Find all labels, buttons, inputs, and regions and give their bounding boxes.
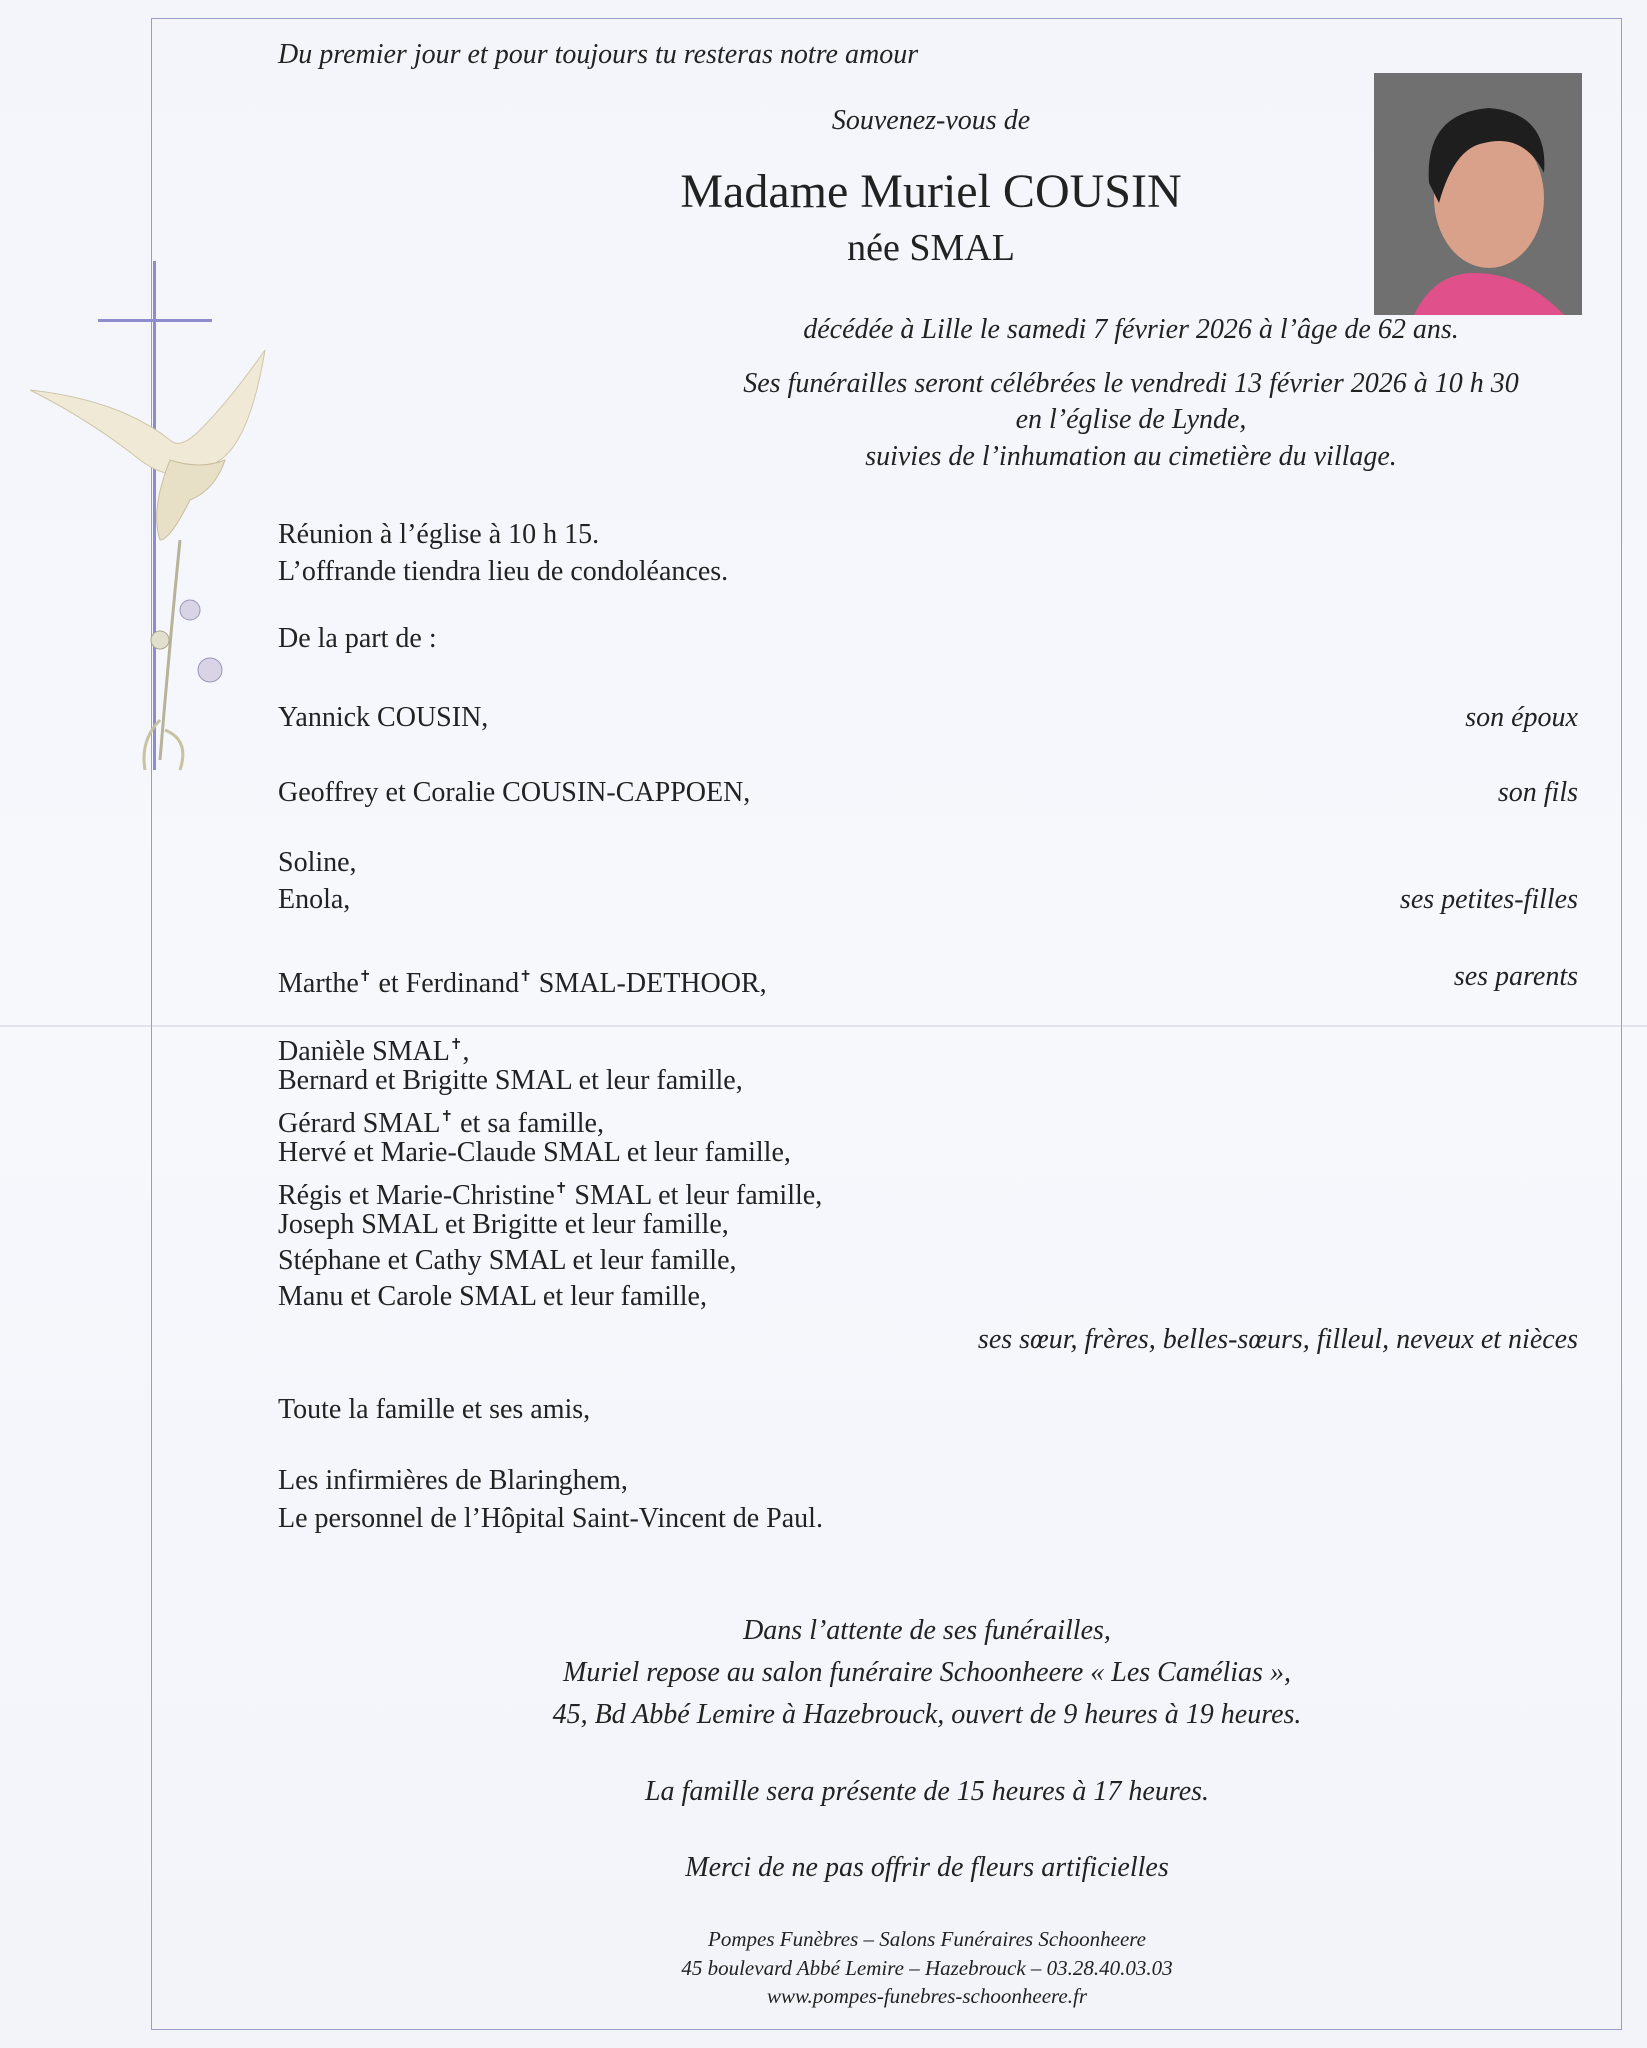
- family-member: Le personnel de l’Hôpital Saint-Vincent de Paul.: [278, 1503, 823, 1534]
- deceased-cross-icon: ✝: [440, 1109, 454, 1125]
- footer-website-link[interactable]: www.pompes-funebres-schoonheere.fr: [766, 1984, 1087, 2008]
- family-member: Les infirmières de Blaringhem,: [278, 1465, 628, 1496]
- intro-text: Souvenez-vous de: [831, 105, 1031, 136]
- family-member: Stéphane et Cathy SMAL et leur famille,: [278, 1245, 737, 1276]
- relation: son fils: [1497, 777, 1578, 808]
- name: ,: [462, 1036, 470, 1067]
- portrait-photo: [1374, 73, 1582, 315]
- name: SMAL et leur famille,: [567, 1180, 823, 1211]
- funeral-line: suivies de l’inhumation au cimetière du village.: [865, 441, 1397, 472]
- dove-flower-icon: [20, 340, 270, 780]
- deceased-cross-icon: ✝: [519, 969, 532, 985]
- name: Régis et Marie-Christine: [278, 1180, 555, 1211]
- footer-line: Pompes Funèbres – Salons Funéraires Schoonheere: [708, 1927, 1146, 1951]
- deceased-cross-icon: ✝: [449, 1037, 463, 1053]
- family-member: Toute la famille et ses amis,: [278, 1394, 591, 1425]
- relation: ses sœur, frères, belles-sœurs, filleul, neveux et nièces: [977, 1324, 1578, 1355]
- relation: son époux: [1465, 702, 1578, 733]
- family-member: Hervé et Marie-Claude SMAL et leur famille,: [278, 1137, 791, 1168]
- fold-line: [0, 1025, 1647, 1027]
- visitation-line: Dans l’attente de ses funérailles,: [743, 1615, 1111, 1646]
- maiden-name: née SMAL: [847, 227, 1015, 269]
- tagline: Du premier jour et pour toujours tu resteras notre amour: [278, 39, 919, 70]
- name: Gérard SMAL: [278, 1108, 441, 1139]
- family-member: Manu et Carole SMAL et leur famille,: [278, 1281, 707, 1312]
- footer-line: 45 boulevard Abbé Lemire – Hazebrouck – 03.28.40.03.03: [681, 1956, 1173, 1980]
- name: et sa famille,: [453, 1108, 604, 1139]
- visitation-line: 45, Bd Abbé Lemire à Hazebrouck, ouvert de 9 heures à 19 heures.: [552, 1699, 1302, 1730]
- family-member: Soline,: [278, 847, 357, 878]
- death-info: décédée à Lille le samedi 7 février 2026 à l’âge de 62 ans.: [803, 314, 1459, 345]
- visitation-line: Muriel repose au salon funéraire Schoonheere « Les Camélias »,: [563, 1657, 1291, 1688]
- family-member: [278, 959, 767, 1002]
- family-member: Yannick COUSIN,: [278, 702, 489, 733]
- family-member: Joseph SMAL et Brigitte et leur famille,: [278, 1209, 729, 1240]
- family-present: La famille sera présente de 15 heures à 17 heures.: [644, 1776, 1210, 1807]
- family-member: Bernard et Brigitte SMAL et leur famille,: [278, 1065, 743, 1096]
- name: Marthe: [278, 968, 359, 999]
- funeral-line: Ses funérailles seront célébrées le vendredi 13 février 2026 à 10 h 30: [743, 368, 1519, 399]
- name: SMAL-DETHOOR,: [531, 968, 767, 999]
- note: Réunion à l’église à 10 h 15.: [278, 519, 600, 550]
- family-member: Enola,: [278, 884, 351, 915]
- relation: ses petites-filles: [1399, 884, 1578, 915]
- name: et Ferdinand: [371, 968, 520, 999]
- from-label: De la part de :: [278, 623, 437, 654]
- funeral-line: en l’église de Lynde,: [1015, 404, 1247, 435]
- deceased-name: Madame Muriel COUSIN: [680, 165, 1182, 218]
- deceased-cross-icon: ✝: [554, 1181, 568, 1197]
- note: L’offrande tiendra lieu de condoléances.: [278, 556, 729, 587]
- cross-bar: [98, 319, 212, 322]
- deceased-cross-icon: ✝: [358, 969, 372, 985]
- name: Danièle SMAL: [278, 1036, 450, 1067]
- family-member: Geoffrey et Coralie COUSIN-CAPPOEN,: [278, 777, 751, 808]
- relation: ses parents: [1453, 961, 1578, 992]
- no-flowers: Merci de ne pas offrir de fleurs artificielles: [685, 1852, 1169, 1883]
